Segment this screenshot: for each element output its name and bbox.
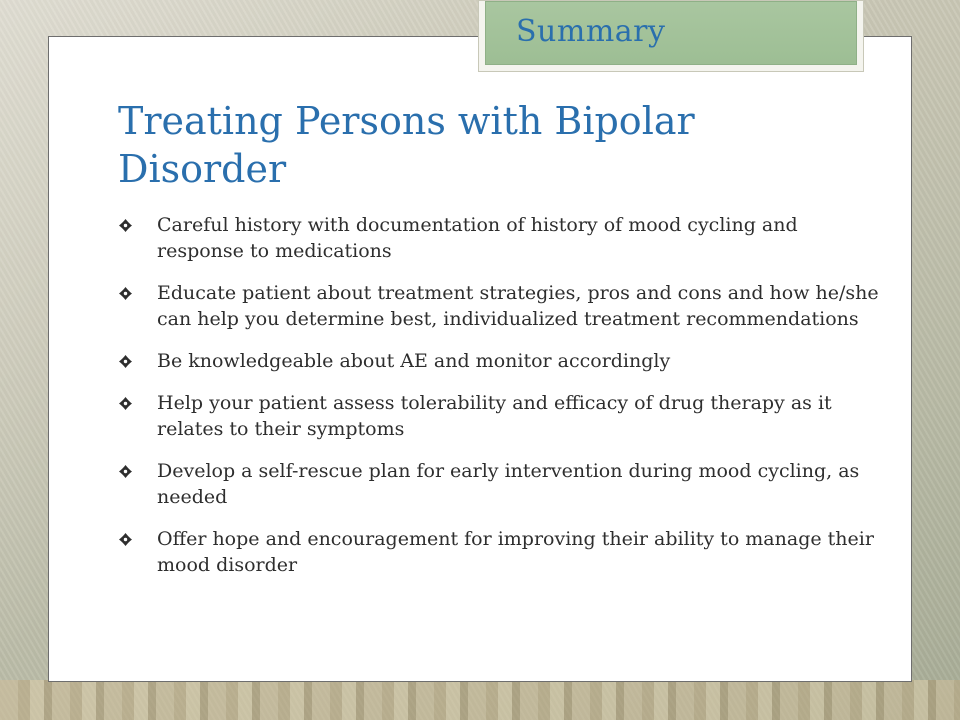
diamond-petal-bullet-icon [119, 397, 132, 410]
section-tab [478, 0, 864, 72]
bullet-text: Help your patient assess tolerability and efficacy of drug therapy as it relates to their symptoms [157, 392, 832, 440]
bullet-text: Develop a self-rescue plan for early intervention during mood cycling, as needed [157, 460, 860, 508]
slide-title: Treating Persons with Bipolar Disorder [118, 99, 695, 191]
bullet-list [119, 212, 879, 594]
diamond-petal-bullet-icon [119, 533, 132, 546]
list-item [119, 458, 879, 510]
bullet-text: Educate patient about treatment strategies, pros and cons and how he/she can help you determine best, individualized treatment recommendations [157, 282, 879, 330]
section-tab-label: Summary [516, 14, 666, 49]
list-item [119, 390, 879, 442]
list-item [119, 212, 879, 264]
bullet-text: Careful history with documentation of history of mood cycling and response to medications [157, 214, 798, 262]
bullet-text: Offer hope and encouragement for improving their ability to manage their mood disorder [157, 528, 874, 576]
diamond-petal-bullet-icon [119, 355, 132, 368]
background-texture [0, 680, 960, 720]
list-item [119, 348, 879, 374]
slide-content-panel [48, 36, 912, 682]
section-tab-fill [485, 1, 857, 65]
list-item [119, 526, 879, 578]
diamond-petal-bullet-icon [119, 465, 132, 478]
diamond-petal-bullet-icon [119, 219, 132, 232]
diamond-petal-bullet-icon [119, 287, 132, 300]
list-item [119, 280, 879, 332]
bullet-text: Be knowledgeable about AE and monitor accordingly [157, 350, 671, 372]
